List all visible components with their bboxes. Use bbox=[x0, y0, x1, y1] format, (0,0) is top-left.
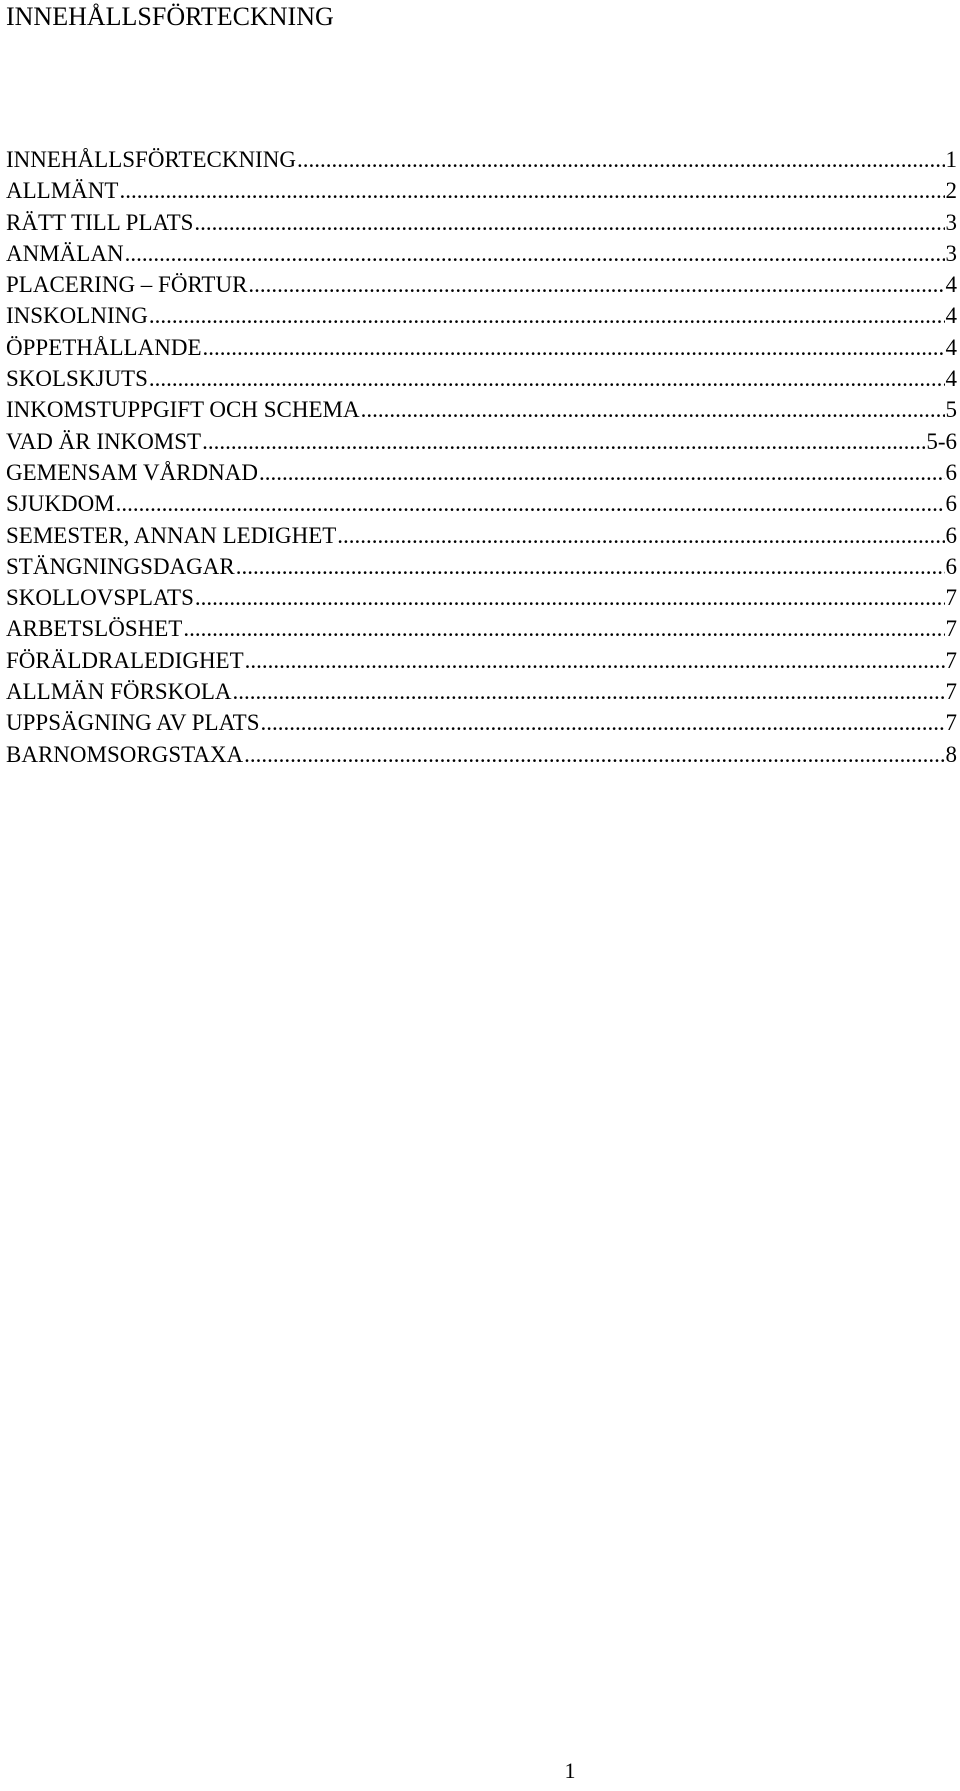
toc-entry-title: BARNOMSORGSTAXA bbox=[6, 741, 244, 767]
toc-dot-leader bbox=[119, 175, 944, 206]
toc-entry[interactable] bbox=[6, 363, 957, 394]
toc-dot-leader bbox=[149, 363, 945, 394]
toc-entry-title: INKOMSTUPPGIFT OCH SCHEMA bbox=[6, 397, 360, 423]
toc-dot-leader bbox=[149, 300, 945, 331]
toc-entry-title: SEMESTER, ANNAN LEDIGHET bbox=[6, 522, 337, 548]
toc-dot-leader bbox=[297, 144, 945, 175]
toc-entry[interactable] bbox=[6, 582, 957, 613]
toc-entry-page: 7 bbox=[945, 585, 957, 611]
table-of-contents bbox=[6, 144, 957, 770]
toc-entry-title: INNEHÅLLSFÖRTECKNING bbox=[6, 147, 296, 172]
toc-entry[interactable] bbox=[6, 238, 957, 269]
toc-dot-leader bbox=[125, 238, 945, 269]
toc-entry-title: ANMÄLAN bbox=[6, 240, 124, 266]
toc-entry-page: 7 bbox=[945, 710, 957, 736]
toc-entry[interactable] bbox=[6, 332, 957, 363]
toc-entry[interactable] bbox=[6, 551, 957, 582]
toc-entry[interactable] bbox=[6, 175, 957, 206]
toc-entry-title: STÄNGNINGSDAGAR bbox=[6, 553, 235, 579]
toc-entry-title: UPPSÄGNING AV PLATS bbox=[6, 710, 260, 736]
toc-entry-page: 6 bbox=[945, 553, 957, 579]
toc-entry-page: 6 bbox=[945, 459, 957, 485]
toc-entry-page: 6 bbox=[945, 522, 957, 548]
toc-entry-title: SKOLLOVSPLATS bbox=[6, 585, 194, 611]
toc-entry-page: 6 bbox=[945, 491, 957, 517]
toc-dot-leader bbox=[261, 707, 945, 738]
toc-entry[interactable] bbox=[6, 676, 957, 707]
toc-entry-page: 4 bbox=[945, 366, 957, 392]
toc-entry-page: 8 bbox=[945, 741, 957, 767]
toc-entry-page: 5 bbox=[945, 397, 957, 423]
toc-dot-leader bbox=[194, 207, 944, 238]
toc-entry-title: SJUKDOM bbox=[6, 491, 115, 517]
toc-entry-page: 7 bbox=[945, 647, 957, 673]
toc-entry[interactable] bbox=[6, 488, 957, 519]
toc-dot-leader bbox=[236, 551, 945, 582]
toc-entry-title: INSKOLNING bbox=[6, 303, 148, 329]
toc-dot-leader bbox=[361, 394, 945, 425]
toc-entry[interactable] bbox=[6, 613, 957, 644]
toc-dot-leader bbox=[233, 676, 945, 707]
toc-entry[interactable] bbox=[6, 269, 957, 300]
toc-entry-page: 3 bbox=[945, 209, 957, 235]
toc-dot-leader bbox=[244, 739, 944, 770]
toc-dot-leader bbox=[203, 332, 945, 363]
toc-entry-page: 5-6 bbox=[926, 428, 957, 454]
toc-entry-page: 7 bbox=[945, 679, 957, 705]
toc-entry[interactable] bbox=[6, 207, 957, 238]
toc-dot-leader bbox=[259, 457, 945, 488]
toc-entry-title: ARBETSLÖSHET bbox=[6, 616, 183, 642]
toc-dot-leader bbox=[202, 426, 925, 457]
toc-entry-page: 2 bbox=[945, 178, 957, 204]
toc-entry-title: ÖPPETHÅLLANDE bbox=[6, 334, 202, 360]
toc-entry-title: VAD ÄR INKOMST bbox=[6, 428, 202, 454]
toc-dot-leader bbox=[116, 488, 945, 519]
toc-entry-page: 3 bbox=[945, 240, 957, 266]
toc-entry-title: GEMENSAM VÅRDNAD bbox=[6, 459, 258, 485]
toc-entry-title: ALLMÄNT bbox=[6, 178, 119, 204]
toc-dot-leader bbox=[195, 582, 945, 613]
toc-entry[interactable] bbox=[6, 144, 957, 175]
toc-entry-title: ALLMÄN FÖRSKOLA bbox=[6, 679, 232, 705]
toc-entry[interactable] bbox=[6, 394, 957, 425]
toc-entry[interactable] bbox=[6, 645, 957, 676]
toc-entry-page: 1 bbox=[945, 147, 957, 172]
toc-entry-page: 7 bbox=[945, 616, 957, 642]
page-number: 1 bbox=[564, 1758, 576, 1783]
toc-entry-page: 4 bbox=[945, 334, 957, 360]
toc-entry[interactable] bbox=[6, 426, 957, 457]
toc-entry[interactable] bbox=[6, 739, 957, 770]
toc-entry-title: FÖRÄLDRALEDIGHET bbox=[6, 647, 244, 673]
toc-entry-title: PLACERING – FÖRTUR bbox=[6, 272, 248, 298]
toc-entry-page: 4 bbox=[945, 272, 957, 298]
toc-entry-page: 4 bbox=[945, 303, 957, 329]
toc-dot-leader bbox=[183, 613, 944, 644]
toc-dot-leader bbox=[245, 645, 945, 676]
toc-dot-leader bbox=[248, 269, 944, 300]
page-title: INNEHÅLLSFÖRTECKNING bbox=[6, 2, 334, 31]
toc-entry-title: RÄTT TILL PLATS bbox=[6, 209, 194, 235]
toc-entry[interactable] bbox=[6, 457, 957, 488]
toc-entry[interactable] bbox=[6, 300, 957, 331]
toc-entry[interactable] bbox=[6, 707, 957, 738]
toc-entry[interactable] bbox=[6, 520, 957, 551]
toc-entry-title: SKOLSKJUTS bbox=[6, 366, 148, 392]
toc-dot-leader bbox=[337, 520, 944, 551]
